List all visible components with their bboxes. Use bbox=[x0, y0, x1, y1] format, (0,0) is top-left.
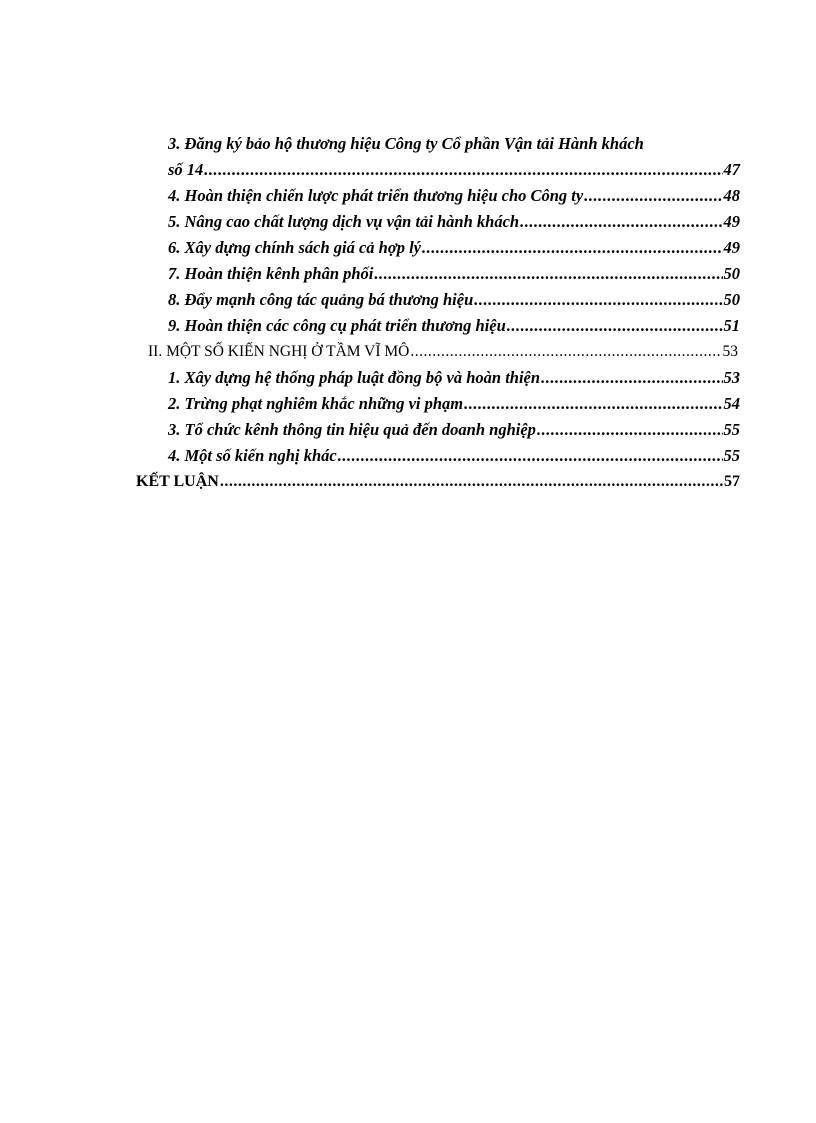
toc-page-number: 48 bbox=[723, 186, 740, 205]
toc-page-number: 47 bbox=[723, 160, 740, 179]
toc-entry-4[interactable] bbox=[168, 183, 740, 209]
toc-entry-text: II. MỘT SỐ KIẾN NGHỊ Ở TẦM VĨ MÔ bbox=[148, 343, 410, 360]
dot-leader bbox=[422, 235, 723, 261]
dot-leader bbox=[410, 339, 721, 365]
toc-entry-5[interactable] bbox=[168, 209, 740, 235]
toc-entry-9[interactable] bbox=[168, 313, 740, 339]
dot-leader bbox=[584, 183, 722, 209]
toc-conclusion[interactable] bbox=[136, 469, 740, 495]
toc-page-number: 53 bbox=[723, 368, 740, 387]
toc-entry-text: 6. Xây dựng chính sách giá cả hợp lý bbox=[168, 238, 421, 257]
toc-entry-8[interactable] bbox=[168, 287, 740, 313]
toc-entry-text: 4. Hoàn thiện chiến lược phát triển thương hiệu cho Công ty bbox=[168, 186, 584, 205]
dot-leader bbox=[537, 417, 723, 443]
toc-page-number: 49 bbox=[723, 212, 740, 231]
dot-leader bbox=[541, 365, 722, 391]
toc-page-number: 57 bbox=[724, 473, 740, 490]
toc-entry-7[interactable] bbox=[168, 261, 740, 287]
toc-page-number: 51 bbox=[723, 316, 740, 335]
toc-entry-k4[interactable] bbox=[168, 443, 740, 469]
toc-entry-text: 1. Xây dựng hệ thống pháp luật đồng bộ và hoàn thiện bbox=[168, 368, 541, 387]
dot-leader bbox=[220, 469, 723, 495]
toc-page-number: 54 bbox=[723, 394, 740, 413]
toc-entry-3-line-1: 3. Đăng ký bảo hộ thương hiệu Công ty Cổ phần Vận tải Hành khách bbox=[168, 134, 644, 153]
toc-page-number: 55 bbox=[723, 420, 740, 439]
dot-leader bbox=[204, 157, 722, 183]
toc-page-number: 53 bbox=[722, 343, 738, 360]
toc-entry-text: 3. Tổ chức kênh thông tin hiệu quả đến doanh nghiệp bbox=[168, 420, 536, 439]
toc-entry-k2[interactable] bbox=[168, 391, 740, 417]
toc-entry-text: 2. Trừng phạt nghiêm khắc những vi phạm bbox=[168, 394, 464, 413]
toc-page-number: 55 bbox=[723, 446, 740, 465]
toc-page-number: 50 bbox=[723, 264, 740, 283]
toc-entry-text: 9. Hoàn thiện các công cụ phát triển thương hiệu bbox=[168, 316, 506, 335]
toc-entry-text: số 14 bbox=[168, 160, 204, 179]
toc-entry-6[interactable] bbox=[168, 235, 740, 261]
dot-leader bbox=[507, 313, 723, 339]
toc-entry-text: 4. Một số kiến nghị khác bbox=[168, 446, 337, 465]
toc-section-2[interactable] bbox=[148, 339, 738, 365]
toc-entry-3[interactable] bbox=[168, 157, 740, 183]
toc-entry-text: 5. Nâng cao chất lượng dịch vụ vận tải hành khách bbox=[168, 212, 520, 231]
toc-page-number: 49 bbox=[723, 238, 740, 257]
dot-leader bbox=[474, 287, 722, 313]
dot-leader bbox=[464, 391, 722, 417]
toc-page-number: 50 bbox=[723, 290, 740, 309]
toc-entry-k1[interactable] bbox=[168, 365, 740, 391]
toc-entry-text: KẾT LUẬN bbox=[136, 473, 219, 490]
dot-leader bbox=[338, 443, 723, 469]
dot-leader bbox=[374, 261, 722, 287]
dot-leader bbox=[520, 209, 722, 235]
toc-entry-text: 8. Đẩy mạnh công tác quảng bá thương hiệu bbox=[168, 290, 474, 309]
toc-entry-text: 7. Hoàn thiện kênh phân phối bbox=[168, 264, 374, 283]
toc-entry-k3[interactable] bbox=[168, 417, 740, 443]
